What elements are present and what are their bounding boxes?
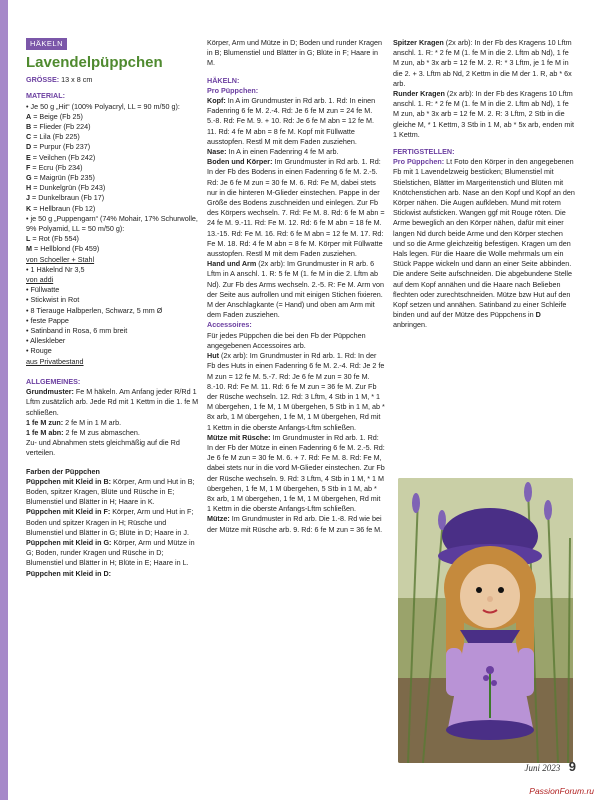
- column-middle: [207, 38, 385, 535]
- color-entry: M = Hellblond (Fb 459): [26, 244, 100, 254]
- zu-abnahme-note: Zu- und Abnahmen stets gleichmäßig auf die Rd verteilen.: [26, 438, 180, 458]
- farben-list: [26, 477, 202, 579]
- yarn-2: • je 50 g „Puppengarn“ (74% Mohair, 17% Schurwolle, 9% Polyamid, LL = 50 m/50 g):: [26, 213, 198, 234]
- fertig-text: Pro Püppchen: Lt Foto den Körper in den angegebenen Fb mit 1 Lavendelzweig besticken; Blumenstiel mit Stielstichen, Blätter im Margeritenstich und Blüten mit Knötchenstichen arb. Nase an den Kopf und Kopf an den Körper nähen. Die Augen aufkleben. Mund mit rotem Stickwist aufsticken. Wangen ggf mit Rouge röten. Die Arme beweglich an den Körper nähen, dafür mit einer langen Nd durch beide Arme und den Körper stechen und so die Arme gleichzeitig befestigen. Kragen um den Hals legen. Für die Haare die Wolle mehrmals um ein Stück Pappe wickeln und dann an einer Seite abbinden. Die andere Seite aufschneiden. Die abgebundene Stelle auf dem Kopf annähen und die Haare nach Belieben flechten oder zurechtschneiden. Mütze bzw Hut auf den Kopf setzen und annähen. Satinband zu einer Schleife binden und auf der Mütze des Püppchens in D anbringen.: [393, 157, 575, 330]
- material-item: • 8 Tierauge Halbperlen, Schwarz, 5 mm Ø: [26, 305, 163, 315]
- grundmuster: Grundmuster: Fe M häkeln. Am Anfang jeder R/Rd 1 Lftm zusätzlich arb. Jede Rd mit 1 Kettm in die 1. fe M schließen.: [26, 387, 199, 417]
- color-entry: A = Beige (Fb 25): [26, 111, 83, 121]
- haekeln-heading: HÄKELN:: [207, 75, 240, 85]
- column-left: [26, 38, 202, 579]
- color-entry: H = Dunkelgrün (Fb 243): [26, 183, 106, 193]
- nase: Nase: In A in einen Fadenring 4 fe M arb.: [207, 147, 339, 157]
- accessoires-text: Für jedes Püppchen die bei den Fb der Püppchen angegebenen Accessoires arb.: [207, 330, 366, 350]
- watermark: PassionForum.ru: [529, 786, 594, 796]
- farben-continued: Körper, Arm und Mütze in D; Boden und runder Kragen in B; Blumenstiel und Blätter in G; Blüte in F; Haare in M.: [207, 38, 382, 68]
- hut: Hut (2x arb): Im Grundmuster in Rd arb. 1. Rd: In der Fb des Huts in einen Fadenring 6 fe M. 2.-4. Rd: Je 2 fe M zun = 12 fe M. 5.-7. Rd: Je 6 fe M zun = 30 fe M. 8.-10. Rd: Fe M. 11. Rd: 6 fe M zun = 36 fe M. Zur Fb der Rüsche wechseln. 12. Rd: 3 Lftm, 4 Stb in 1 M, * 1 M übergehen, 1 fe M, 1 M übergehen, 5 Stb in 1 M, ab * 8x arb, 1 M übergehen, 1 fe M, 1 M übergehen, Rd mit 1 Kettm in die oberste Anfangs-Lftm schließen.: [207, 351, 385, 432]
- allgemein-heading: ALLGEMEINES:: [26, 376, 81, 386]
- supplier-2: von addi: [26, 275, 54, 285]
- page-title: Lavendelpüppchen: [26, 54, 163, 72]
- hand-arm: Hand und Arm (2x arb): Im Grundmuster in R arb. 6 Lftm in A anschl. 1. R: 5 fe M (1. fe M in die 2. Lftm ab Nd). Zur Fb des Arms wechseln. 2.-5. R: Fe M. Arm von der Seite aus aufrollen und mit einigen Stichen fixieren. M der Anschlagkante (= Hand) und oben am Arm mit dem Faden zusziehen.: [207, 259, 384, 320]
- column-right: [393, 38, 575, 331]
- fertig-heading: FERTIGSTELLEN:: [393, 147, 455, 157]
- color-entry: D = Purpur (Fb 237): [26, 142, 91, 152]
- material-item: • Stickwist in Rot: [26, 295, 80, 305]
- muetze-rueschen: Mütze mit Rüsche: Im Grundmuster in Rd arb. 1. Rd: In der Fb der Mütze in einen Fadenring 6 fe M. 2.-5. Rd: Je 6 fe M zun = 30 fe M. 6. + 7. Rd: Fe M. 8. Rd: Fe M, dabei stets nur in die vord M-Glieder einstechen. Zur Fb der Rüsche wechseln. 9. Rd: 3 Lftm, 4 Stb in 1 M, * 1 M übergehen, 1 fe M, 1 M übergehen, 5 Stb in 1 M, ab * 8x arb, 1 M übergehen, 1 fe M, 1 M übergehen, Rd mit 1 Kettm in die oberste Anfangs-Lftm schließen.: [207, 432, 385, 514]
- page-footer: [525, 759, 577, 774]
- farbe-entry: Püppchen mit Kleid in B: Körper, Arm und Hut in B; Boden, spitzer Kragen, Blüte und Rüsche in E; Blumenstiel und Blätter in H; Haare in K.: [26, 476, 195, 507]
- color-entry: J = Dunkelbraun (Fb 17): [26, 193, 105, 203]
- zunahme: 1 fe M zun: 2 fe M in 1 M arb.: [26, 417, 122, 427]
- color-entry: E = Veilchen (Fb 242): [26, 152, 96, 162]
- spitzer-kragen: Spitzer Kragen (2x arb): In der Fb des Kragens 10 Lftm anschl. 1. R: * 2 fe M (1. fe M in die 2. Lftm ab Nd), 1 fe M zun, ab * 3x arb = 12 fe M. 2. R: * 3 Lftm, je 1 fe M in die 2. + 3. Lftm ab Nd, 2 Kettm in die M der 1. R, ab * 6x arb.: [393, 38, 572, 88]
- accessoires-heading: Accessoires:: [207, 320, 252, 330]
- hook-line: • 1 Häkelnd Nr 3,5: [26, 264, 85, 274]
- material-item: • Satinband in Rosa, 6 mm breit: [26, 326, 128, 336]
- material-item: • Füllwatte: [26, 285, 60, 295]
- abnahme: 1 fe M abn: 2 fe M zus abmaschen.: [26, 427, 140, 437]
- color-entry: C = Lila (Fb 225): [26, 132, 80, 142]
- page-number: 9: [568, 759, 576, 774]
- doll-photo: [398, 478, 573, 763]
- category-tag: HÄKELN: [26, 38, 67, 50]
- color-entry: B = Flieder (Fb 224): [26, 122, 91, 132]
- color-entry: G = Maigrün (Fb 235): [26, 173, 95, 183]
- pro-pueppchen-heading: Pro Püppchen:: [207, 85, 259, 95]
- supplier-1: von Schoeller + Stahl: [26, 254, 95, 264]
- color-entry: L = Rot (Fb 554): [26, 234, 79, 244]
- farbe-entry: Püppchen mit Kleid in F: Körper, Arm und Hut in F; Boden und spitzer Kragen in H; Rüsche und Blumenstiel und Blätter in G; Blüte in D; Haare in J.: [26, 507, 194, 537]
- material-item: • Alleskleber: [26, 336, 66, 346]
- color-entry: F = Ecru (Fb 234): [26, 162, 83, 172]
- kopf: Kopf: In A im Grundmuster in Rd arb. 1. Rd: In einen Fadenring 6 fe M. 2.-4. Rd: Je 6 fe M zun = 24 fe M. 5.-8. Rd: Fe M. 9. + 10. Rd: Je 6 fe M abn = 12 fe M. 11. Rd: 4 fe M abn = 8 fe M. Kopf mit Füllwatte ausstopfen. Restl M mit dem Faden zusziehen.: [207, 96, 376, 146]
- boden-koerper: Boden und Körper: Im Grundmuster in Rd arb. 1. Rd: In der Fb des Bodens in einen Fadenring 6 fe M. 2.-5. Rd: Je 6 fe M zun = 30 fe M. 6. Rd: Fe M, dabei stets nur in die hinteren M-Glieder einstechen. Pappe in der Größe des Bodens zuschneiden und einlegen. Zur Fb des Körpers wechseln. 7. Rd: Fe M. 8. Rd: 6 fe M abn = 24 fe M. 9.-11. Rd: Fe M. 12. Rd: 6 fe M abn = 18 fe M. 13.-15. Rd: Fe M. 16. Rd: 6 fe M abn = 12 fe M. 17. Rd: Fe M. 18. Rd: 4 fe M abn = 8 fe M. Körper mit Füllwatte ausstopfen. Restl M mit dem Faden zusziehen.: [207, 157, 385, 259]
- issue-month: Juni 2023: [524, 763, 561, 773]
- farbe-entry: Püppchen mit Kleid in D:: [26, 568, 112, 578]
- material-heading: MATERIAL:: [26, 91, 65, 101]
- color-entry: K = Hellbraun (Fb 12): [26, 203, 96, 213]
- yarn-1: • Je 50 g „Hit“ (100% Polyacryl, LL = 90 m/50 g):: [26, 101, 180, 111]
- size-line: GRÖSSE: 13 x 8 cm: [26, 75, 93, 85]
- muetze: Mütze: Im Grundmuster in Rd arb. Die 1.-8. Rd wie bei der Mütze mit Rüsche arb. 9. Rd: 6 fe M zun = 36 fe M.: [207, 514, 383, 534]
- farbe-entry: Püppchen mit Kleid in G: Körper, Arm und Mütze in G; Boden, runder Kragen und Rüsche in D; Blumenstiel und Blätter in H; Blüte in E; Haare in L.: [26, 537, 195, 568]
- doll-illustration: [398, 478, 573, 763]
- color-list-b: [26, 234, 202, 254]
- side-stripe: [0, 0, 8, 800]
- material-item: • feste Pappe: [26, 315, 69, 325]
- runder-kragen: Runder Kragen (2x arb): In der Fb des Kragens 10 Lftm anschl. 1. R: * 2 fe M (1. fe M in die 2. Lftm ab Nd), 1 fe M zun, ab * 3x arb = 12 fe M. 2. R: 3 Lftm, 2 Stb in die gleiche M, * 1 Kettm, 3 Stb in 1 M, ab * 5x arb, enden mit 1 Kettm.: [393, 89, 574, 139]
- material-items: [26, 285, 202, 356]
- supplier-3: aus Privatbestand: [26, 356, 84, 366]
- material-item: • Rouge: [26, 346, 52, 356]
- color-list-a: [26, 112, 202, 214]
- farben-heading: Farben der Püppchen: [26, 466, 100, 476]
